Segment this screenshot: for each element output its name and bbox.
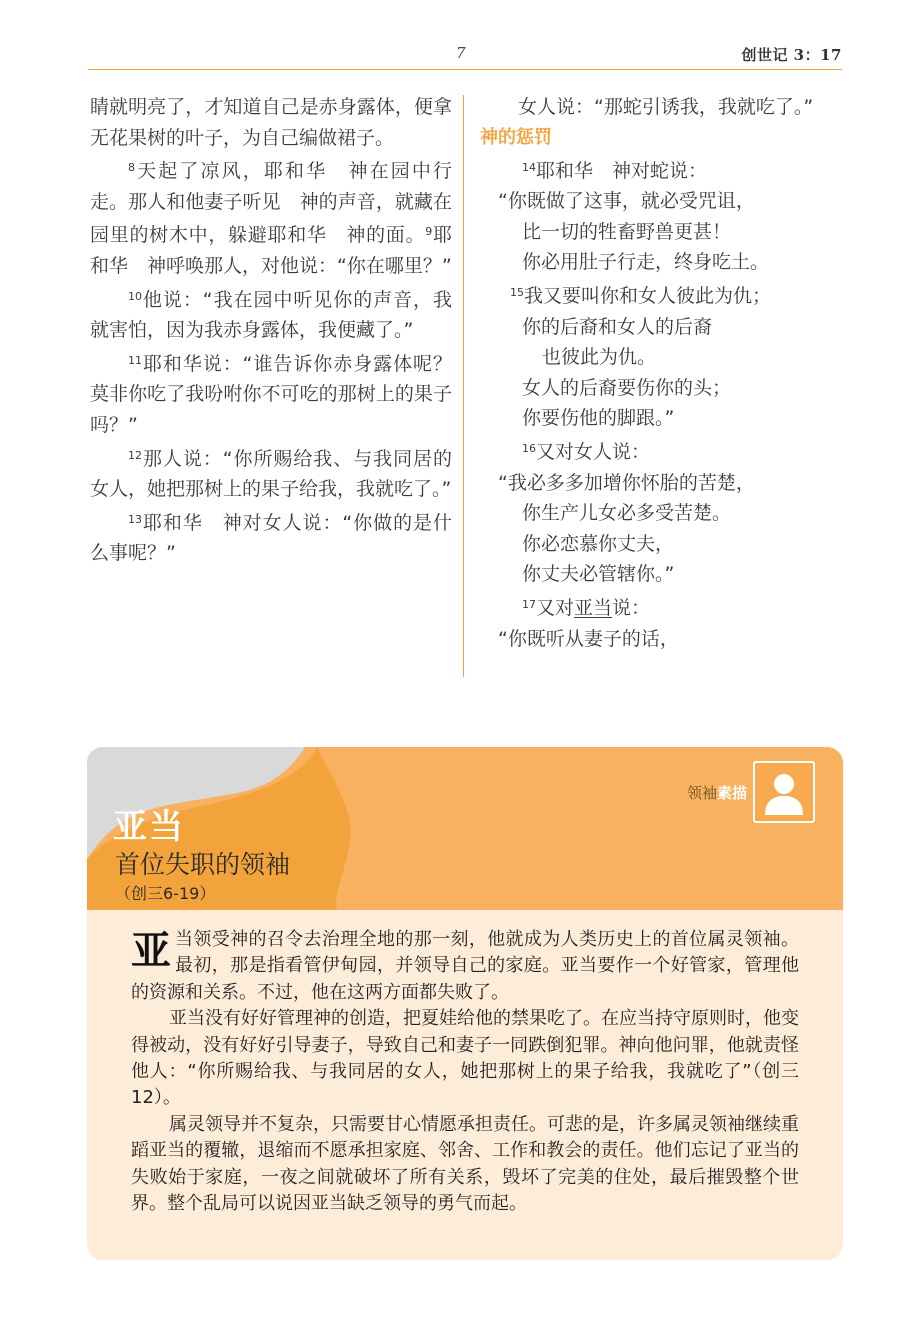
profile-paragraph: 亚当没有好好管理神的创造，把夏娃给他的禁果吃了。在应当持守原则时，他变得被动，没有好好引导妻子，导致自己和妻子一同跌倒犯罪。神向他问罪，他就责怪他人：“你所赐给我、与我同居的女人，她把那树上的果子给我，我就吃了”（创三12）。 (131, 1008, 799, 1109)
profile-reference: （创三6-19） (115, 884, 216, 903)
header-rule (88, 69, 842, 70)
profile-title: 首位失职的领袖 (115, 850, 291, 879)
paragraph: 睛就明亮了，才知道自己是赤身露体，便拿无花果树的叶子，为自己编做裙子。 (90, 96, 452, 149)
verse-number: 17 (522, 597, 536, 611)
verse-number: 8 (128, 161, 135, 175)
poem-line: “你既听从妻子的话， (498, 627, 679, 650)
profile-body (131, 927, 799, 1217)
verse-line: $^{16}$又对女人说： (522, 440, 651, 463)
paragraph-verse-13: $^{13}$耶和华 神对女人说：“你做的是什么事呢？” (90, 511, 452, 565)
paragraph-verse-10: $^{10}$他说：“我在园中听见你的声音，我就害怕，因为我赤身露体，我便藏了。” (90, 288, 452, 342)
profile-paragraph: 亚当领受神的召令去治理全地的那一刻，他就成为人类历史上的首位属灵领袖。最初，那是指看管伊甸园，并领导自己的家庭。亚当要作一个好管家，管理他的资源和关系。不过，他在这两方面都失败了。 (131, 928, 799, 1003)
page-number: 7 (456, 44, 466, 62)
poem-line: 女人的后裔要伤你的头； (522, 376, 732, 399)
poem-line: “你既做了这事，就必受咒诅， (498, 190, 755, 213)
poem-line: 比一切的牲畜野兽更甚！ (522, 220, 732, 243)
poem-line: 你必恋慕你丈夫， (522, 532, 675, 555)
poem-line: “我必多多加增你怀胎的苦楚， (498, 471, 755, 494)
verse-number: 14 (522, 160, 536, 174)
verse-line: $^{17}$又对亚当说： (522, 596, 651, 619)
verse-number: 12 (128, 448, 142, 462)
poem-line: 你丈夫必管辖你。” (522, 563, 675, 586)
verse-number: 16 (522, 441, 536, 455)
verse-number: 13 (128, 512, 142, 526)
section-heading: 神的惩罚 (480, 126, 552, 148)
paragraph: 女人说：“那蛇引诱我，我就吃了。” (518, 96, 814, 118)
drop-cap: 亚 (131, 928, 171, 974)
person-name: 亚当 (574, 596, 613, 619)
person-icon (753, 761, 815, 823)
verse-number: 9 (425, 225, 433, 239)
verse-number: 15 (510, 285, 524, 299)
poem-line: 你的后裔和女人的后裔 (522, 315, 713, 338)
paragraph-verse-12: $^{12}$那人说：“你所赐给我、与我同居的女人，她把那树上的果子给我，我就吃了。” (90, 447, 452, 501)
poem-line: 也彼此为仇。 (542, 346, 657, 369)
verse-number: 10 (128, 289, 142, 303)
profile-paragraph: 属灵领导并不复杂，只需要甘心情愿承担责任。可悲的是，许多属灵领袖继续重蹈亚当的覆辙，退缩而不愿承担家庭、邻舍、工作和教会的责任。他们忘记了亚当的失败始于家庭，一夜之间就破坏了所有关系，毁坏了完美的住处，最后摧毁整个世界。整个乱局可以说因亚当缺乏领导的勇气而起。 (131, 1113, 799, 1215)
poem-line: 你生产儿女必多受苦楚。 (522, 502, 732, 525)
verse-line: $^{15}$我又要叫你和女人彼此为仇； (510, 284, 772, 307)
verse-line: $^{14}$耶和华 神对蛇说： (522, 159, 708, 182)
right-column (480, 92, 842, 654)
poem-line: 你必用肚子行走，终身吃土。 (522, 251, 770, 274)
feature-brand: 领袖素描 (686, 784, 747, 802)
leader-profile-box (87, 747, 843, 1260)
paragraph-verse-11: $^{11}$耶和华说：“谁告诉你赤身露体呢？莫非你吃了我吩咐你不可吃的那树上的果子吗？” (90, 352, 452, 436)
poem-line: 你要伤他的脚跟。” (522, 407, 675, 430)
paragraph-verse-8: $^8$天起了凉风，耶和华 神在园中行走。那人和他妻子听见 神的声音，就藏在园里的树木中，躲避耶和华 神的面。$^9$耶和华 神呼唤那人，对他说：“你在哪里？” (90, 160, 452, 277)
profile-name: 亚当 (113, 807, 185, 847)
running-head: 创世记 3：17 (741, 46, 842, 64)
column-divider (463, 95, 464, 677)
verse-number: 11 (128, 353, 142, 367)
left-column (90, 92, 452, 569)
